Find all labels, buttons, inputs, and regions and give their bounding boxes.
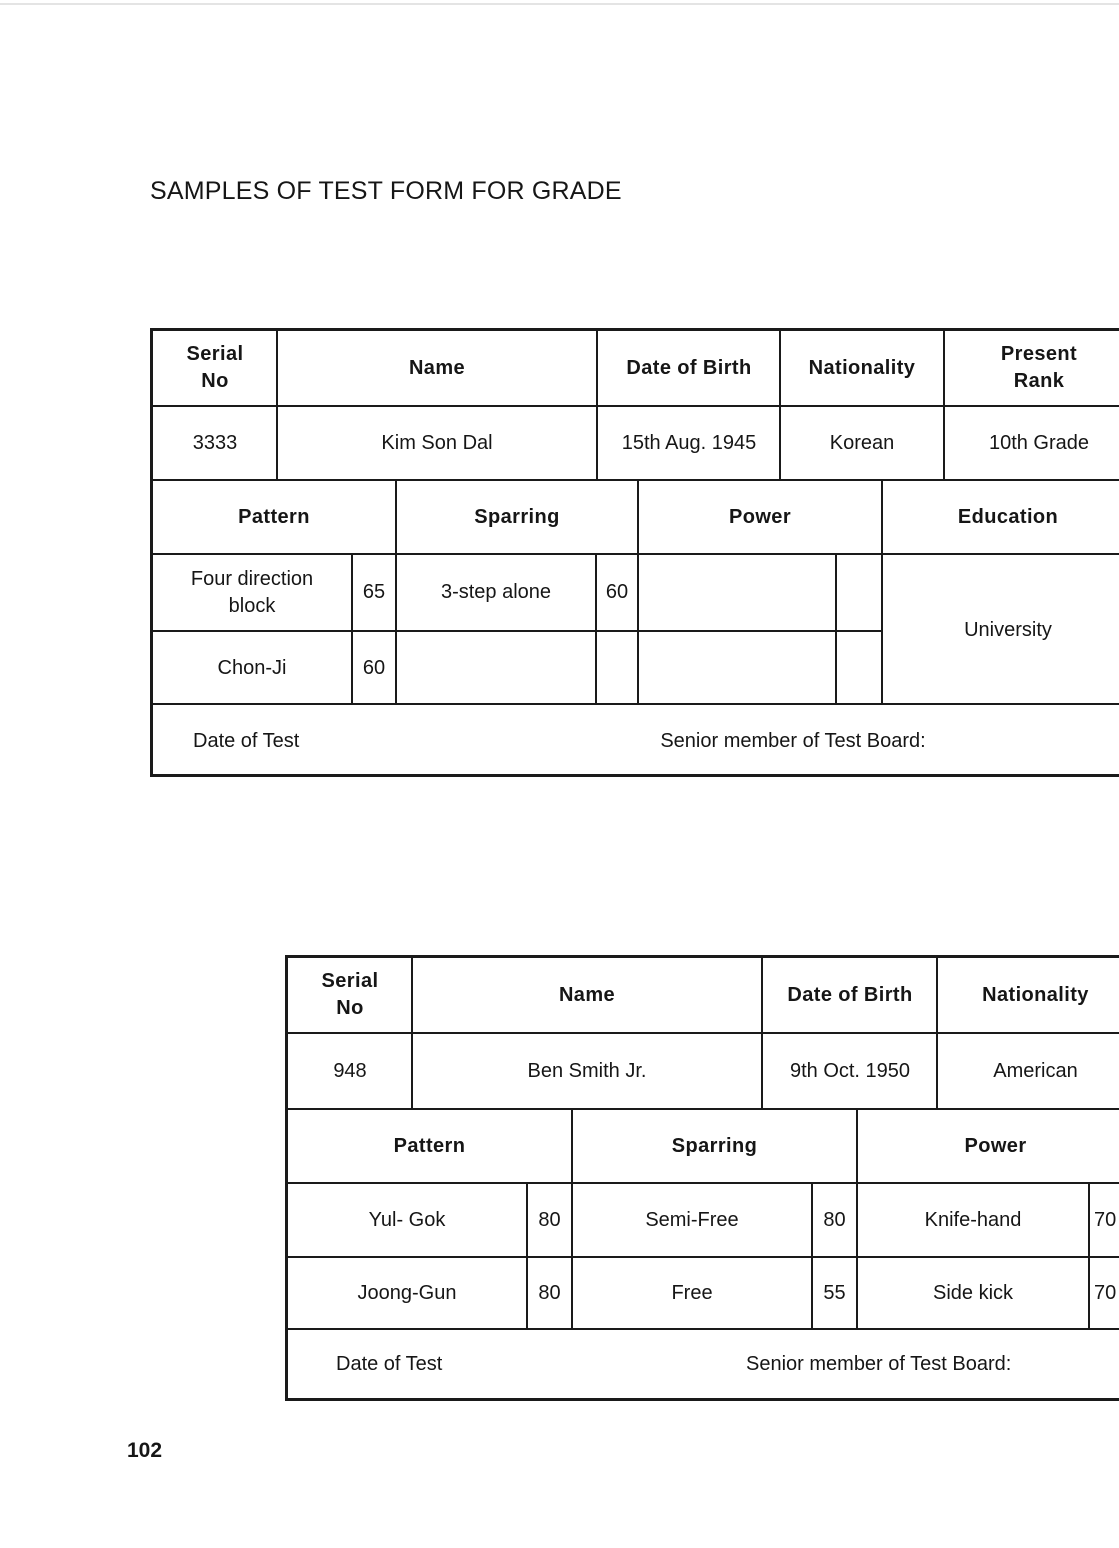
pattern-2: Chon-Ji: [217, 657, 287, 679]
power-header: Power: [728, 505, 792, 528]
pattern-2: Joong-Gun: [357, 1281, 457, 1304]
senior-member-label: Senior member of Test Board:: [746, 1352, 1012, 1375]
sparring-1-score: 80: [823, 1208, 846, 1231]
sparring-header: Sparring: [474, 505, 560, 528]
power-1: [639, 555, 835, 630]
page-title: SAMPLES OF TEST FORM FOR GRADE: [150, 177, 622, 205]
sparring-1-score: 60: [605, 581, 629, 603]
record-row: [288, 1032, 1119, 1108]
sparring-header: Sparring: [671, 1134, 758, 1157]
pattern-2-score: 80: [538, 1281, 561, 1304]
name-header: Name: [408, 356, 466, 379]
pattern-1-score: 80: [538, 1208, 561, 1231]
serial-no-value: 948: [333, 1059, 367, 1082]
nationality-header: Nationality: [982, 983, 1089, 1006]
present-rank-header: Present Rank: [1000, 343, 1078, 392]
footer-row: [153, 703, 1119, 777]
sparring-2-score: 55: [823, 1281, 846, 1304]
serial-no-header: Serial No: [321, 970, 379, 1019]
power-1-score: 70: [1094, 1208, 1117, 1231]
name-value: Ben Smith Jr.: [527, 1059, 647, 1082]
senior-member-label: Senior member of Test Board:: [660, 729, 926, 752]
present-rank-value: 10th Grade: [988, 431, 1090, 454]
sparring-2: [397, 632, 595, 705]
power-1-score: [837, 555, 881, 630]
serial-no-header: Serial No: [186, 343, 244, 392]
header-row: [288, 958, 1119, 1032]
pattern-2-score: 60: [362, 657, 386, 679]
power-2: Side kick: [932, 1281, 1014, 1304]
pattern-1-score: 65: [362, 581, 386, 603]
category-row: [153, 479, 1119, 553]
sparring-1: 3-step alone: [440, 581, 552, 603]
nationality-value: American: [993, 1059, 1078, 1082]
education-header: Education: [957, 505, 1059, 528]
record-row: [153, 405, 1119, 479]
power-2: [639, 632, 835, 705]
power-1: Knife-hand: [924, 1208, 1022, 1231]
power-2-score: [837, 632, 881, 705]
date-of-test-label: Date of Test: [193, 729, 300, 752]
name-value: Kim Son Dal: [381, 431, 493, 454]
scan-edge-line: [0, 3, 1119, 5]
pattern-1: Yul- Gok: [368, 1208, 446, 1231]
date-of-birth-value: 15th Aug. 1945: [621, 431, 757, 454]
date-of-test-label: Date of Test: [336, 1352, 443, 1375]
name-header: Name: [558, 983, 616, 1006]
nationality-header: Nationality: [808, 356, 916, 379]
score-row-2: [288, 1256, 1119, 1328]
test-form-kim-son-dal: [150, 328, 1119, 777]
sparring-1: Semi-Free: [645, 1208, 739, 1231]
score-block: [153, 553, 1119, 703]
power-2-score: 70: [1094, 1281, 1117, 1304]
pattern-header: Pattern: [238, 505, 310, 528]
category-row: [288, 1108, 1119, 1182]
education-value: University: [964, 618, 1052, 641]
page-number: 102: [127, 1439, 163, 1462]
power-header: Power: [964, 1134, 1027, 1157]
sparring-2: Free: [671, 1281, 713, 1304]
test-form-ben-smith-jr: [285, 955, 1119, 1401]
score-row-1: [288, 1182, 1119, 1256]
header-row: [153, 331, 1119, 405]
date-of-birth-value: 9th Oct. 1950: [789, 1059, 911, 1082]
serial-no-value: 3333: [192, 431, 238, 454]
nationality-value: Korean: [829, 431, 895, 454]
footer-row: [288, 1328, 1119, 1398]
pattern-header: Pattern: [393, 1134, 466, 1157]
sparring-2-score: [597, 632, 637, 705]
date-of-birth-header: Date of Birth: [626, 356, 752, 379]
date-of-birth-header: Date of Birth: [787, 983, 913, 1006]
pattern-1: Four direction block: [190, 567, 314, 617]
